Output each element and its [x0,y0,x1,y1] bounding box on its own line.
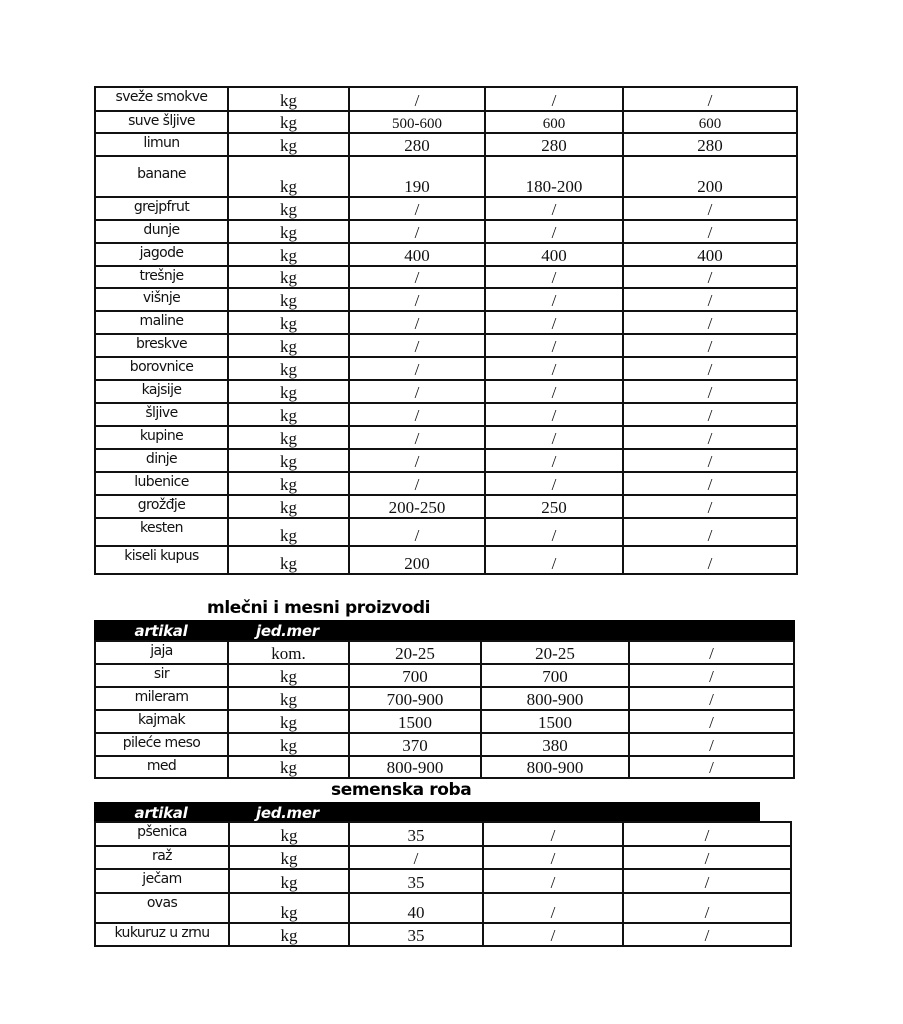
table-row [95,403,797,426]
cell-price: / [414,223,420,242]
cell-artikal: ovas [146,895,178,911]
cell-price: / [551,200,557,219]
cell-price: 280 [404,136,430,155]
cell-unit: kg [280,113,297,132]
cell-price: / [707,200,713,219]
cell-price: / [414,200,420,219]
cell-unit: kg [280,268,297,287]
table-row [95,288,797,311]
cell-unit: kg [280,200,297,219]
table-row [95,495,797,518]
cell-price: 400 [404,246,430,265]
cell-price: / [413,849,419,868]
section-title-dairy-meat: mlečni i mesni proizvodi [207,598,431,618]
cell-price: / [709,644,714,663]
cell-price: 180-200 [525,177,583,196]
cell-price: / [414,268,420,287]
cell-price: / [707,91,713,110]
cell-unit: kg [280,736,297,755]
section-title-seeds: semenska roba [331,780,472,800]
cell-unit: kg [280,177,297,196]
cell-unit: kg [280,429,297,448]
cell-price: / [709,736,714,755]
cell-price: 700 [542,667,568,686]
row-divider [94,287,798,289]
column-divider [348,640,350,779]
cell-artikal: borovnice [129,359,194,375]
cell-unit: kg [280,690,297,709]
cell-price: 370 [402,736,428,755]
cell-unit: kg [280,475,297,494]
cell-artikal: ječam [142,871,182,887]
cell-unit: kg [280,667,297,686]
row-divider [94,110,798,112]
cell-price: / [707,526,713,545]
cell-price: / [704,849,710,868]
cell-price: 280 [541,136,567,155]
row-divider [94,517,798,519]
cell-artikal: suve šljive [128,113,195,129]
cell-price: 280 [697,136,723,155]
cell-unit: kg [280,406,297,425]
column-divider [227,640,229,779]
cell-price: / [550,849,556,868]
cell-price: 400 [541,246,567,265]
cell-unit: kg [280,360,297,379]
header-artikal: artikal [134,621,188,640]
cell-price: 700-900 [386,690,444,709]
table-row [95,546,797,574]
row-divider [94,86,798,88]
row-divider [94,686,795,688]
cell-unit: kg [280,223,297,242]
cell-price: / [550,926,556,945]
cell-price: / [709,758,714,777]
cell-price: 200-250 [388,498,446,517]
cell-price: / [551,291,557,310]
row-divider [94,945,792,947]
column-divider [94,86,96,575]
cell-unit: kg [280,713,297,732]
cell-price: / [707,429,713,448]
cell-price: / [414,526,420,545]
cell-unit: kg [280,849,298,868]
table-row [95,357,797,380]
table-row [95,756,794,778]
row-divider [94,155,798,157]
cell-price: / [414,452,420,471]
row-divider [94,892,792,894]
cell-price: / [707,268,713,287]
cell-artikal: grejpfrut [133,199,190,215]
cell-price: 600 [542,116,566,132]
row-divider [94,755,795,757]
column-divider [227,86,229,575]
cell-price: / [551,223,557,242]
cell-price: / [551,475,557,494]
header-jed-mer: jed.mer [256,803,319,822]
cell-price: 400 [697,246,723,265]
cell-unit: kg [280,383,297,402]
row-divider [94,640,795,642]
cell-unit: kg [280,452,297,471]
column-divider [793,640,795,779]
table-row [95,87,797,111]
cell-unit: kg [280,498,297,517]
row-divider [94,219,798,221]
cell-artikal: kajmak [137,712,186,728]
cell-unit: kg [280,291,297,310]
cell-price: / [551,360,557,379]
cell-price: 35 [407,826,425,845]
row-divider [94,545,798,547]
table-row [95,449,797,472]
cell-price: 800-900 [526,690,584,709]
cell-price: / [550,873,556,892]
cell-artikal: limun [143,135,180,151]
row-divider [94,845,792,847]
table-row [95,197,797,220]
table-row [95,869,791,893]
cell-price: 200 [404,554,430,573]
cell-price: / [551,452,557,471]
cell-artikal: trešnje [139,268,184,284]
column-divider [796,86,798,575]
cell-artikal: jaja [150,643,173,659]
row-divider [94,494,798,496]
table-row [95,687,794,710]
cell-artikal: raž [152,848,172,864]
cell-price: / [709,690,714,709]
column-divider [94,821,96,947]
header-artikal: artikal [134,803,188,822]
cell-price: / [414,429,420,448]
cell-unit: kg [280,554,297,573]
row-divider [94,310,798,312]
table-row [95,243,797,266]
cell-artikal: grožđje [137,497,186,513]
cell-price: / [414,291,420,310]
cell-price: 500-600 [392,116,442,132]
dairy-meat-header [94,620,795,641]
cell-price: / [704,903,710,922]
row-divider [94,402,798,404]
cell-price: / [414,360,420,379]
cell-price: / [551,337,557,356]
cell-unit: kg [280,91,297,110]
cell-artikal: jagode [139,245,184,261]
row-divider [94,821,792,823]
table-row [95,923,791,946]
cell-price: 380 [542,736,568,755]
column-divider [482,821,484,947]
cell-price: / [707,337,713,356]
table-row [95,426,797,449]
cell-price: / [550,903,556,922]
row-divider [94,663,795,665]
cell-unit: kg [280,246,297,265]
seeds-header [94,802,760,823]
cell-price: / [707,360,713,379]
cell-unit: kom. [271,644,306,663]
cell-price: / [707,223,713,242]
row-divider [94,425,798,427]
cell-price: / [551,268,557,287]
column-divider [484,86,486,575]
table-row [95,266,797,288]
cell-price: / [551,406,557,425]
cell-price: 20-25 [535,644,575,663]
cell-unit: kg [280,826,298,845]
cell-price: / [707,554,713,573]
cell-unit: kg [280,926,298,945]
column-divider [628,640,630,779]
cell-price: / [414,406,420,425]
cell-artikal: maline [139,313,184,329]
cell-artikal: šljive [145,405,178,421]
table-row [95,334,797,357]
cell-price: / [551,554,557,573]
cell-price: / [551,383,557,402]
cell-unit: kg [280,758,297,777]
cell-price: / [709,713,714,732]
column-divider [790,821,792,947]
cell-unit: kg [280,136,297,155]
table-row [95,846,791,869]
table-row [95,133,797,156]
cell-price: / [704,926,710,945]
cell-artikal: dinje [145,451,178,467]
cell-artikal: mileram [134,689,189,705]
table-row [95,311,797,334]
column-divider [622,821,624,947]
cell-price: / [707,291,713,310]
table-row [95,220,797,243]
table-row [95,733,794,756]
cell-price: 20-25 [395,644,435,663]
cell-price: / [414,337,420,356]
cell-price: / [709,667,714,686]
cell-price: / [707,498,713,517]
table-row [95,893,791,923]
cell-price: 700 [402,667,428,686]
cell-price: / [551,429,557,448]
cell-price: / [704,826,710,845]
cell-artikal: višnje [142,290,181,306]
cell-artikal: med [146,758,177,774]
cell-artikal: sveže smokve [115,89,208,105]
table-row [95,380,797,403]
cell-price: 600 [698,116,722,132]
column-divider [228,821,230,947]
cell-price: / [707,314,713,333]
cell-price: / [707,383,713,402]
cell-price: 1500 [538,713,572,732]
row-divider [94,265,798,267]
cell-unit: kg [280,873,298,892]
cell-price: / [704,873,710,892]
cell-artikal: pileće meso [122,735,201,751]
cell-price: / [550,826,556,845]
cell-price: / [414,91,420,110]
cell-price: 800-900 [526,758,584,777]
table-row [95,156,797,197]
cell-artikal: kajsije [141,382,182,398]
column-divider [348,821,350,947]
cell-price: 1500 [398,713,432,732]
cell-price: / [551,526,557,545]
cell-artikal: kesten [140,520,183,536]
cell-price: 35 [407,926,425,945]
cell-artikal: breskve [135,336,188,352]
row-divider [94,868,792,870]
cell-price: 40 [407,903,425,922]
cell-price: / [707,452,713,471]
cell-price: 35 [407,873,425,892]
cell-price: 800-900 [386,758,444,777]
column-divider [480,640,482,779]
column-divider [622,86,624,575]
cell-artikal: kupine [139,428,184,444]
cell-price: / [414,475,420,494]
column-divider [94,640,96,779]
column-divider [348,86,350,575]
table-row [95,664,794,687]
table-row [95,710,794,733]
table-row [95,822,791,846]
cell-artikal: pšenica [137,824,187,840]
row-divider [94,333,798,335]
table-row [95,641,794,664]
cell-price: 190 [404,177,430,196]
cell-artikal: kukuruz u zrnu [114,925,210,941]
cell-price: / [551,91,557,110]
cell-price: 200 [697,177,723,196]
cell-price: / [707,406,713,425]
row-divider [94,379,798,381]
row-divider [94,356,798,358]
cell-unit: kg [280,314,297,333]
header-jed-mer: jed.mer [256,621,319,640]
row-divider [94,242,798,244]
table-row [95,111,797,133]
cell-artikal: sir [153,666,170,682]
cell-price: / [414,383,420,402]
cell-unit: kg [280,526,297,545]
row-divider [94,732,795,734]
cell-price: / [551,314,557,333]
row-divider [94,573,798,575]
row-divider [94,132,798,134]
row-divider [94,448,798,450]
cell-artikal: kiseli kupus [124,548,199,564]
cell-artikal: dunje [143,222,180,238]
cell-price: 250 [541,498,567,517]
row-divider [94,471,798,473]
cell-price: / [707,475,713,494]
table-row [95,472,797,495]
cell-unit: kg [280,337,297,356]
cell-artikal: lubenice [134,474,189,490]
row-divider [94,922,792,924]
cell-unit: kg [280,903,298,922]
table-row [95,518,797,546]
cell-price: / [414,314,420,333]
row-divider [94,777,795,779]
row-divider [94,196,798,198]
cell-artikal: banane [137,166,186,182]
row-divider [94,709,795,711]
